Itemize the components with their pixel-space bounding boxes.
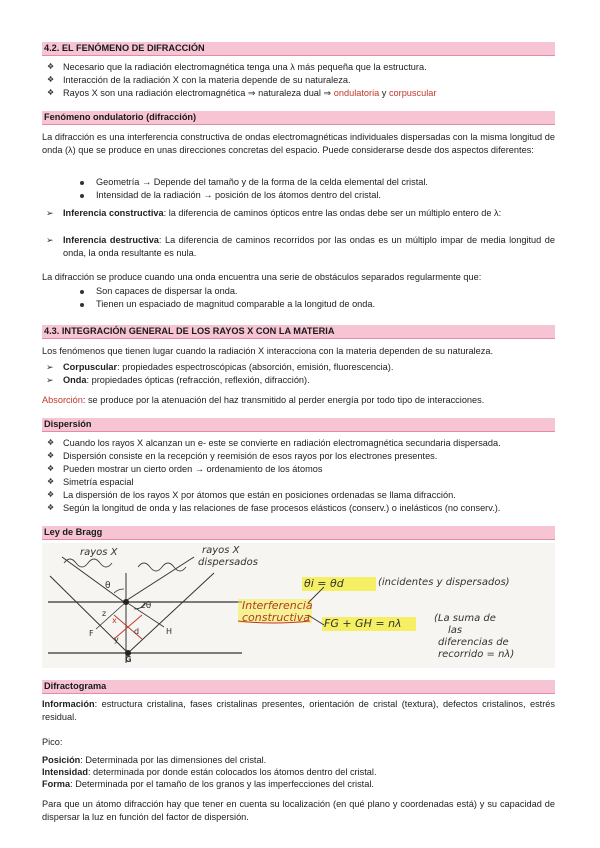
section-title: Dispersión: [44, 419, 92, 429]
inferencia-destructiva-text: [63, 234, 555, 260]
bullet-text: Geometría → Depende del tamaño y de la forma de la celda elemental del cristal.: [96, 177, 428, 187]
bullet-text-main: Rayos X son una radiación electromagnética ⇒ naturaleza dual ⇒: [63, 88, 334, 98]
bullet-text: Necesario que la radiación electromagnética tenga una λ más pequeña que la estructura.: [63, 62, 427, 72]
bragg-handwritten-diagram: [42, 543, 555, 668]
inferencia-constructiva-text: [63, 207, 501, 219]
equation-angles: θi = θd: [304, 577, 344, 590]
term-text: : estructura cristalina, fases cristalinas presentes, orientación de cristal (textura), defectos cristalinos, estrés residual.: [42, 699, 555, 722]
forma-text: [42, 778, 374, 790]
scattered-ray-2: [128, 573, 214, 653]
section-title: Ley de Bragg: [44, 527, 103, 537]
label-F: F: [89, 629, 94, 638]
pico-label: Pico:: [42, 737, 63, 747]
scattered-ray-1: [124, 557, 194, 602]
label-H: H: [166, 627, 173, 636]
term-text: : propiedades espectroscópicas (absorción, emisión, fluorescencia).: [117, 362, 394, 372]
paragraph-atomo: Para que un átomo difracción hay que tener en cuenta su localización (en qué plano y coordenadas está) y su capacidad de dispersar la luz en función del factor de dispersión.: [42, 799, 555, 822]
equation-angles-note: (incidentes y dispersados): [378, 577, 510, 588]
absorcion-text: [42, 394, 484, 406]
term-label: Posición: [42, 755, 81, 765]
construction-line-fg: [96, 602, 126, 629]
informacion-text: [42, 698, 555, 723]
bullet-text: Tienen un espaciado de magnitud comparable a la longitud de onda.: [96, 299, 376, 309]
diamond-bullet-icon: ❖: [47, 490, 55, 499]
diamond-bullet-icon: ❖: [47, 438, 55, 447]
term-text: : se produce por la atenuación del haz transmitido al perder energía por todo tipo de interacciones.: [82, 395, 485, 405]
label-dispersados: dispersados: [198, 557, 258, 568]
diamond-bullet-icon: ❖: [47, 62, 55, 71]
term-label: Inferencia constructiva: [63, 208, 164, 218]
bullet-text: Simetría espacial: [63, 477, 134, 487]
posicion-text: [42, 754, 266, 766]
section-header-bragg: [42, 526, 555, 539]
bullet-text: La dispersión de los rayos X por átomos que están en posiciones ordenadas se llama difracción.: [63, 490, 456, 500]
section-title: Fenómeno ondulatorio (difracción): [44, 112, 197, 122]
atom-top: [123, 599, 129, 605]
section-header-fenomeno: [42, 111, 555, 124]
label-theta: θ: [105, 581, 111, 591]
term-text: : La diferencia de caminos recorridos por las ondas es un múltiplo impar de media longitud de onda, la onda resultante es nula.: [63, 235, 555, 258]
onda-text: [63, 374, 310, 386]
diamond-bullet-icon: ❖: [47, 477, 55, 486]
bullet-text: Pueden mostrar un cierto orden → ordenamiento de los átomos: [63, 464, 323, 474]
term-label: Forma: [42, 779, 71, 789]
label-rayos-x: rayos X: [80, 547, 118, 558]
term-label: Absorción: [42, 395, 83, 405]
theta-arc: [114, 589, 124, 593]
dot-bullet-icon: [80, 181, 84, 185]
term-text: : la diferencia de caminos ópticos entre las ondas debe ser un múltiplo entero de λ:: [163, 208, 502, 218]
dot-bullet-icon: [80, 290, 84, 294]
section-header-4-3: [42, 325, 555, 338]
paragraph-obstaculos: La difracción se produce cuando una onda encuentra una serie de obstáculos separados regularmente que:: [42, 272, 482, 282]
term-text: : Determinada por las dimensiones del cristal.: [80, 755, 267, 765]
section-header-4-2: [42, 42, 555, 55]
section-header-dispersion: [42, 418, 555, 431]
bullet-text: Son capaces de dispersar la onda.: [96, 286, 238, 296]
arrow-bullet-icon: ➢: [46, 375, 54, 385]
dot-bullet-icon: [80, 194, 84, 198]
equation-bragg-note-3: diferencias de: [438, 637, 509, 648]
term-label: Información: [42, 699, 95, 709]
section-title: 4.2. EL FENÓMENO DE DIFRACCIÓN: [44, 43, 205, 53]
term-label: Inferencia destructiva: [63, 235, 159, 245]
diamond-bullet-icon: ❖: [47, 451, 55, 460]
diamond-bullet-icon: ❖: [47, 503, 55, 512]
bullet-text: Intensidad de la radiación → posición de los átomos dentro del cristal.: [96, 190, 381, 200]
bullet-text: [63, 87, 436, 99]
equation-bragg: FG + GH = nλ: [324, 617, 402, 630]
label-z: z: [102, 609, 107, 618]
term-label: Corpuscular: [63, 362, 118, 372]
paragraph-difraccion: La difracción es una interferencia constructiva de ondas electromagnéticas individuales dispersadas con la misma longitud de onda (λ) que se produce en unas direcciones concretas del espacio. Puede considerarse desde dos aspectos diferentes:: [42, 132, 555, 155]
bullet-text: Cuando los rayos X alcanzan un e- este se convierte en radiación electromagnética secundaria dispersada.: [63, 438, 501, 448]
label-rayos-x-dispersados: rayos X: [202, 545, 240, 556]
label-two-theta: 2θ: [140, 601, 152, 611]
label-G: G: [125, 655, 132, 664]
equation-bragg-note: [434, 613, 496, 624]
arrow-bullet-icon: ➢: [46, 362, 54, 372]
dot-bullet-icon: [80, 303, 84, 307]
diamond-bullet-icon: ❖: [47, 88, 55, 97]
intensidad-text: [42, 766, 377, 778]
term-label: Onda: [63, 375, 87, 385]
bullet-text: Interacción de la radiación X con la materia depende de su naturaleza.: [63, 75, 351, 85]
label-x: x: [112, 616, 117, 625]
note-line: (La suma de: [434, 613, 496, 624]
label-interferencia: Interferencia: [242, 599, 313, 612]
label-constructiva: constructiva: [242, 611, 310, 624]
arrow-bullet-icon: ➢: [46, 235, 54, 245]
highlight-ondulatoria: ondulatoria: [333, 88, 380, 98]
section-header-difractograma: [42, 680, 555, 693]
term-text: : Determinada por el tamaño de los granos y las imperfecciones del cristal.: [70, 779, 374, 789]
bullet-text: Dispersión consiste en la recepción y reemisión de esos rayos por los electrones presentes.: [63, 451, 438, 461]
wave-incident: [64, 559, 112, 567]
incident-ray-1: [62, 557, 124, 602]
diamond-bullet-icon: ❖: [47, 75, 55, 84]
highlight-corpuscular: corpuscular: [388, 88, 437, 98]
bullet-text-joiner: y: [379, 88, 389, 98]
section-title: 4.3. INTEGRACIÓN GENERAL DE LOS RAYOS X CON LA MATERIA: [44, 326, 335, 336]
bullet-text: Según la longitud de onda y las relaciones de fase procesos elásticos (conserv.) o inelásticos (no conserv.).: [63, 503, 501, 513]
section-title: Difractograma: [44, 681, 107, 691]
label-y: y: [114, 635, 119, 644]
term-text: : propiedades ópticas (refracción, reflexión, difracción).: [86, 375, 310, 385]
label-d: d: [134, 627, 140, 636]
diamond-bullet-icon: ❖: [47, 464, 55, 473]
corpuscular-text: [63, 361, 393, 373]
term-label: Intensidad: [42, 767, 88, 777]
equation-bragg-note-4: recorrido = nλ): [438, 649, 515, 660]
equation-bragg-note-2: las: [448, 625, 463, 636]
arrow-bullet-icon: ➢: [46, 208, 54, 218]
term-text: : determinada por donde están colocados los átomos dentro del cristal.: [87, 767, 377, 777]
paragraph-fenomenos: Los fenómenos que tienen lugar cuando la radiación X interacciona con la materia dependen de su naturaleza.: [42, 346, 494, 356]
